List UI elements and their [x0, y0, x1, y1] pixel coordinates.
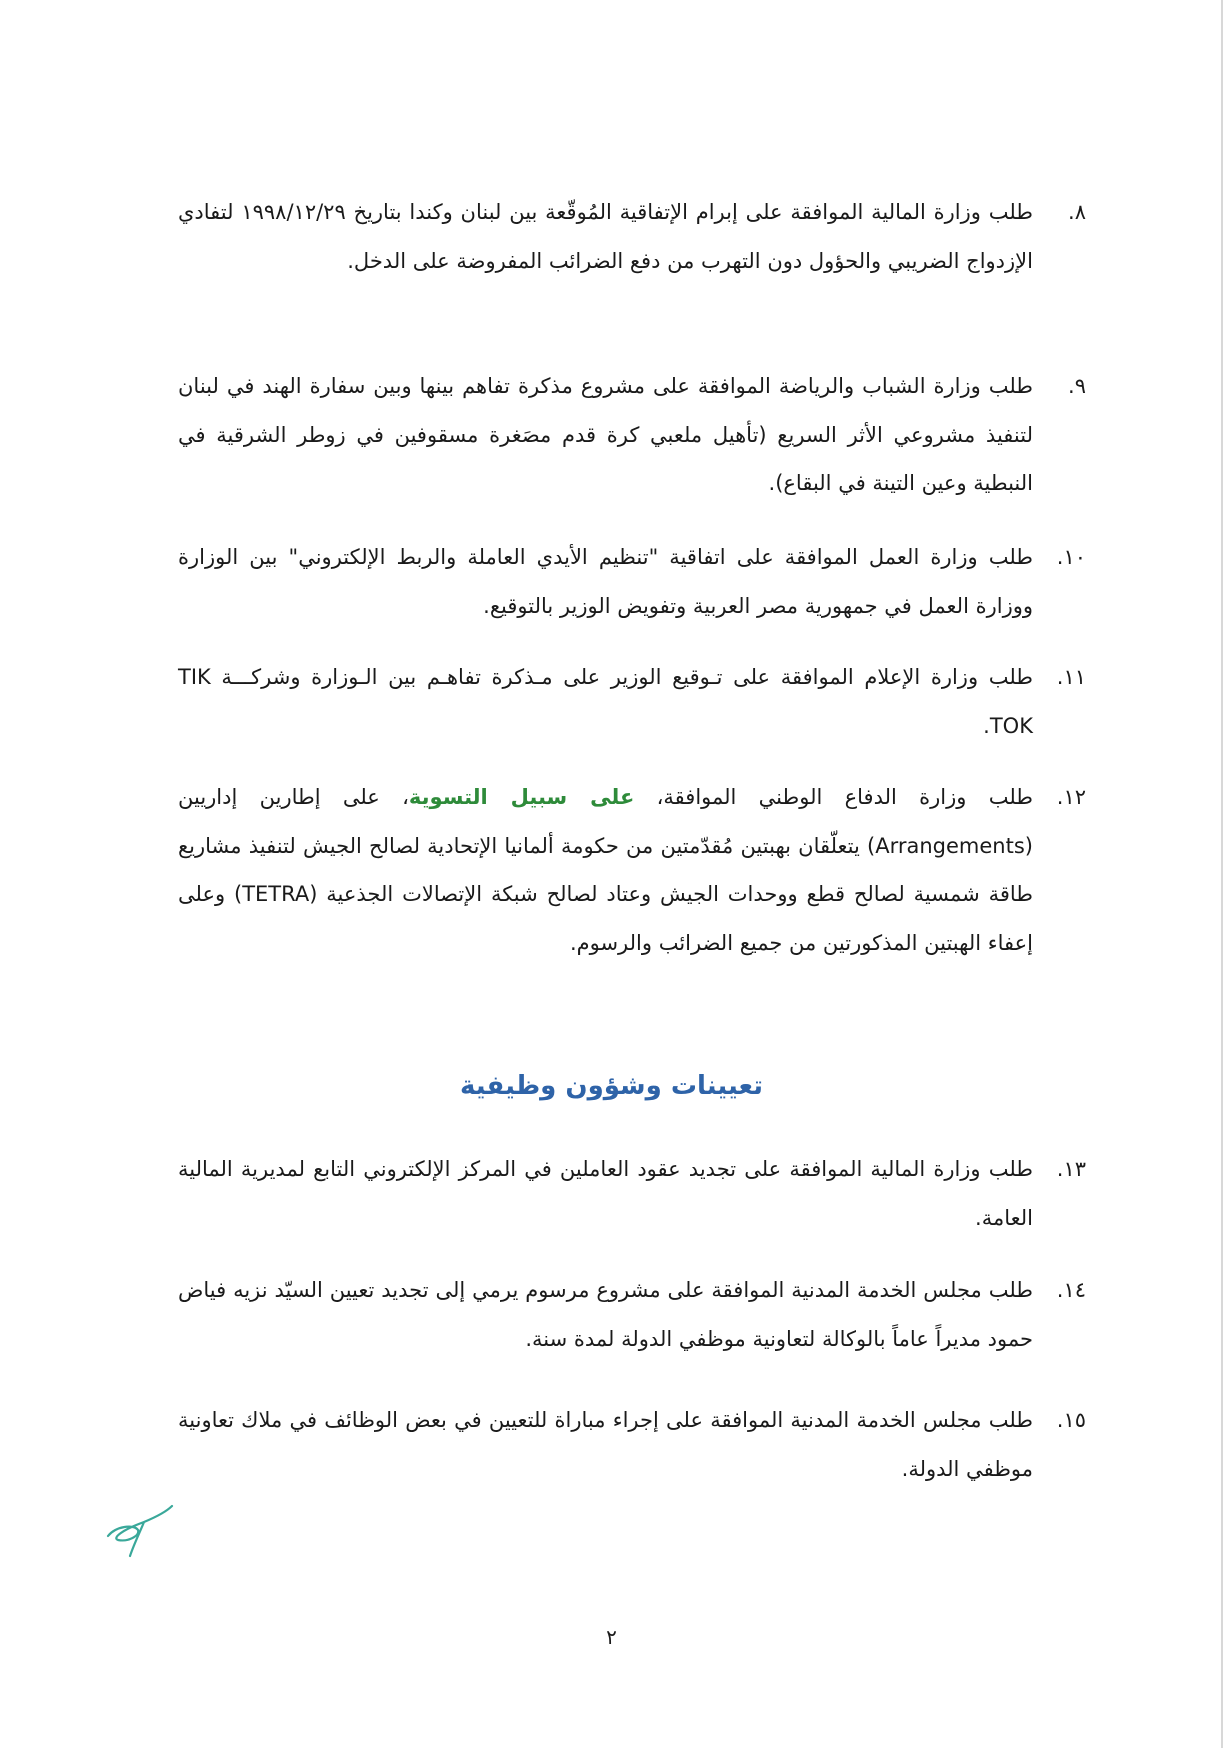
page-number: ٢	[606, 1625, 617, 1649]
item-text: طلب مجلس الخدمة المدنية الموافقة على مشروع مرسوم يرمي إلى تجديد تعيين السيّد نزيه فياض حمود مديراً عاماً بالوكالة لتعاونية موظفي الدولة لمدة سنة.	[178, 1278, 1033, 1351]
item-number: ١٤.	[1056, 1278, 1086, 1302]
item-text: طلب وزارة الشباب والرياضة الموافقة على مشروع مذكرة تفاهم بينها وبين سفارة الهند في لبنان لتنفيذ مشروعي الأثر السريع (تأهيل ملعبي كرة قدم مصَغرة مسقوفين في زوطر الشرقية في النبطية وعين التينة في البقاع).	[178, 374, 1033, 495]
item-number: ١٣.	[1056, 1157, 1086, 1181]
item-text: طلب مجلس الخدمة المدنية الموافقة على إجراء مباراة للتعيين في بعض الوظائف في ملاك تعاونية موظفي الدولة.	[178, 1408, 1033, 1481]
item-number: ١٢.	[1056, 785, 1086, 809]
item-text: طلب وزارة المالية الموافقة على تجديد عقود العاملين في المركز الإلكتروني التابع لمديرية المالية العامة.	[178, 1157, 1033, 1230]
item-text: طلب وزارة الإعلام الموافقة على تـوقيع الوزير على مـذكرة تفاهـم بين الـوزارة وشركـــة TIK TOK.	[178, 665, 1033, 738]
item-text: طلب وزارة المالية الموافقة على إبرام الإتفاقية المُوقّعة بين لبنان وكندا بتاريخ ١٩٩٨/١٢/٢٩ لتفادي الإزدواج الضريبي والحؤول دون التهرب من دفع الضرائب المفروضة على الدخل.	[178, 200, 1033, 273]
signature-mark	[104, 1500, 184, 1560]
item-text-after: ، على إطارين إداريين (Arrangements) يتعلّقان بهبتين مُقدّمتين من حكومة ألمانيا الإتحادية لصالح الجيش لتنفيذ مشاريع طاقة شمسية لصالح قطع ووحدات الجيش وعتاد لصالح شبكة الإتصالات الجذعية (TETRA) وعلى إعفاء الهبتين المذكورتين من جميع الضرائب والرسوم.	[178, 785, 1033, 955]
list-item-15	[178, 1396, 1086, 1493]
list-item-11	[178, 653, 1086, 750]
item-text-before: طلب وزارة الدفاع الوطني الموافقة،	[634, 785, 1033, 809]
list-item-8	[178, 188, 1086, 285]
item-number: ١٥.	[1056, 1408, 1086, 1432]
highlighted-phrase: على سبيل التسوية	[408, 785, 635, 809]
item-number: ٩.	[1068, 374, 1086, 398]
list-item-10	[178, 533, 1086, 630]
item-number: ١٠.	[1056, 545, 1086, 569]
item-number: ١١.	[1056, 665, 1086, 689]
list-item-9	[178, 362, 1086, 508]
item-number: ٨.	[1068, 200, 1086, 224]
list-item-12	[178, 773, 1086, 967]
section-heading: تعيينات وشؤون وظيفية	[459, 1071, 763, 1101]
list-item-13	[178, 1145, 1086, 1242]
list-item-14	[178, 1266, 1086, 1363]
item-text: طلب وزارة العمل الموافقة على اتفاقية "تنظيم الأيدي العاملة والربط الإلكتروني" بين الوزارة ووزارة العمل في جمهورية مصر العربية وتفويض الوزير بالتوقيع.	[178, 545, 1033, 618]
